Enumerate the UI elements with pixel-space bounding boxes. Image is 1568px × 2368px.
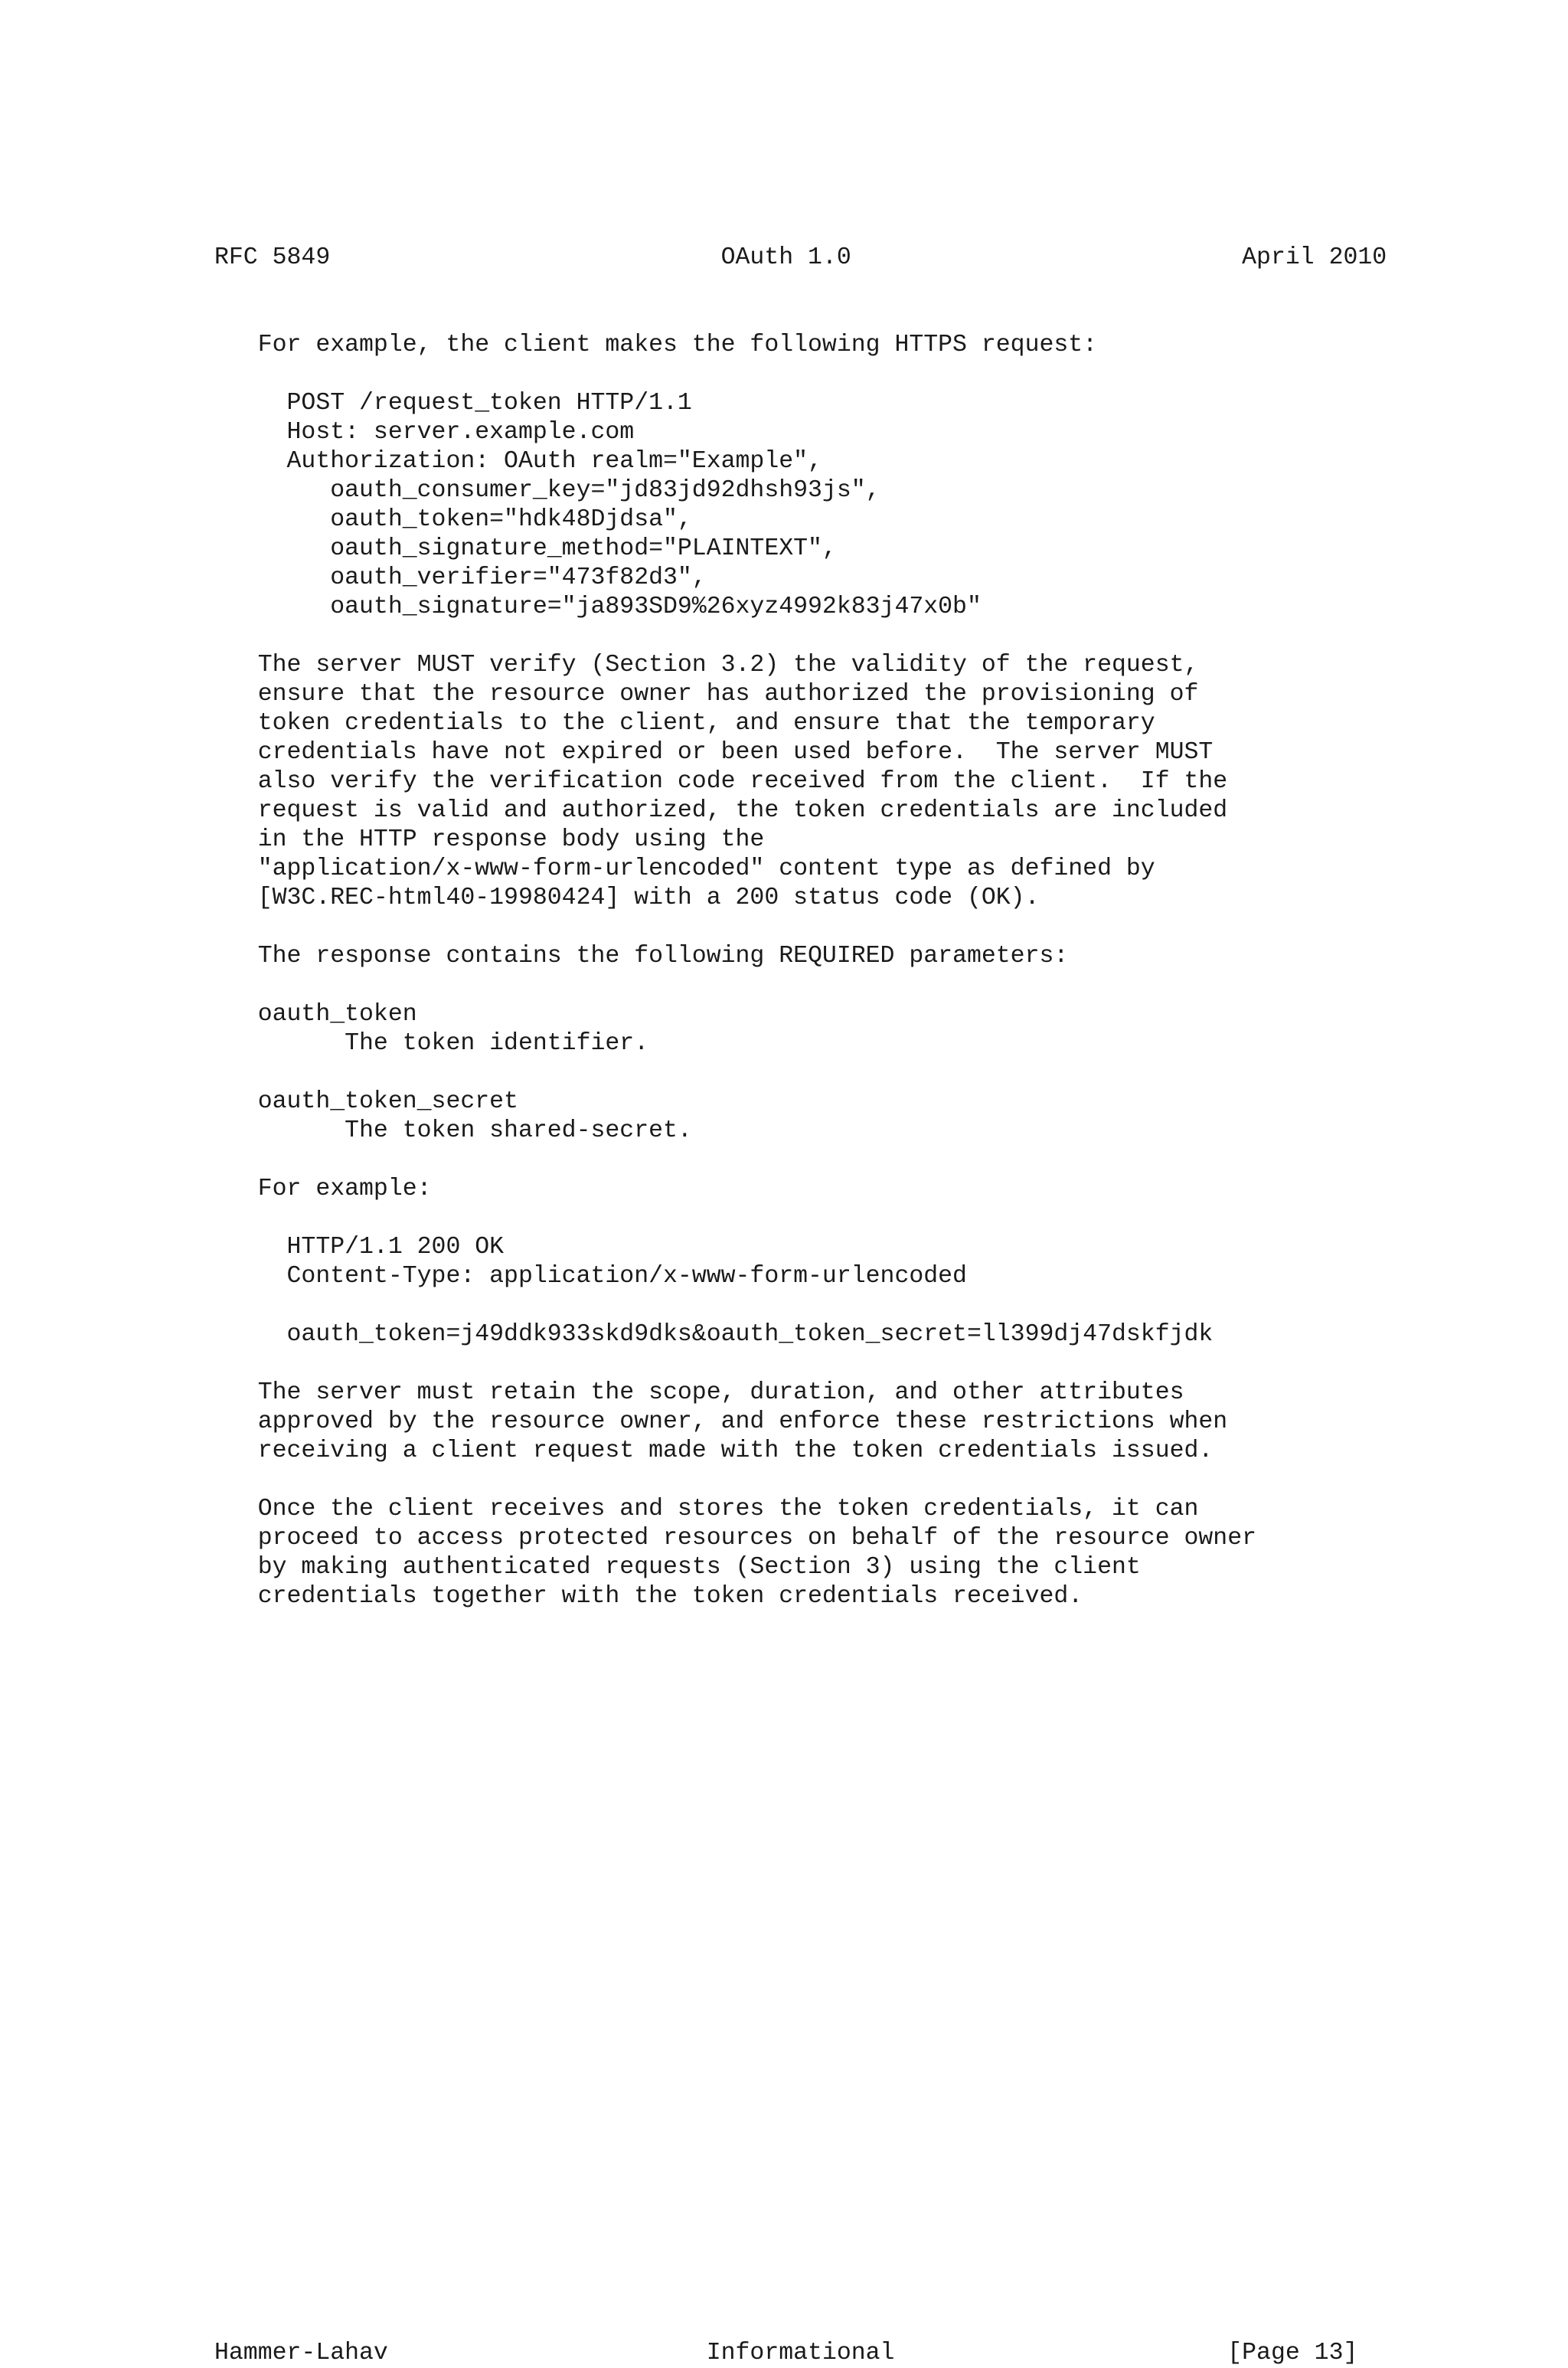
text-line: token credentials to the client, and ensure that the temporary <box>214 710 1155 737</box>
page-text <box>214 244 1387 2368</box>
text-line: oauth_token=j49ddk933skd9dks&oauth_token_secret=ll399dj47dskfjdk <box>214 1321 1214 1348</box>
body-text <box>214 331 1387 2339</box>
text-line: also verify the verification code received from the client. If the <box>214 768 1228 795</box>
text-line: Authorization: OAuth realm="Example", <box>214 448 822 475</box>
text-line: Content-Type: application/x-www-form-urlencoded <box>214 1263 967 1290</box>
footer-page-number: [Page 13] <box>1227 2340 1358 2366</box>
text-line: Once the client receives and stores the token credentials, it can <box>214 1496 1199 1523</box>
header-left: RFC 5849 <box>214 244 331 271</box>
text-line: HTTP/1.1 200 OK <box>214 1234 505 1261</box>
blank-line <box>214 1990 1387 2019</box>
text-line: oauth_signature_method="PLAINTEXT", <box>214 535 837 562</box>
blank-line <box>214 2106 1387 2135</box>
blank-line <box>214 1146 1387 1175</box>
blank-line <box>214 622 1387 651</box>
text-line: The token identifier. <box>214 1030 649 1057</box>
blank-line <box>214 2252 1387 2281</box>
text-line: oauth_token_secret <box>214 1088 518 1115</box>
text-line: oauth_verifier="473f82d3", <box>214 564 707 591</box>
blank-line <box>214 1757 1387 1786</box>
text-line: credentials together with the token credentials received. <box>214 1583 1083 1610</box>
blank-line <box>214 1058 1387 1088</box>
blank-line <box>214 1670 1387 1699</box>
text-line: in the HTTP response body using the <box>214 826 765 853</box>
header-gap-2 <box>851 244 1242 271</box>
footer-gap-2 <box>894 2340 1227 2366</box>
text-line: oauth_signature="ja893SD9%26xyz4992k83j47x0b" <box>214 594 982 620</box>
blank-line <box>214 1902 1387 1931</box>
blank-line <box>214 2048 1387 2077</box>
blank-line <box>214 273 1387 302</box>
header-right: April 2010 <box>1242 244 1387 271</box>
blank-line <box>214 302 1387 331</box>
text-line: ensure that the resource owner has authorized the provisioning of <box>214 681 1199 708</box>
blank-line <box>214 1844 1387 1873</box>
blank-line <box>214 1961 1387 1990</box>
footer-author: Hammer-Lahav <box>214 2340 388 2366</box>
page-header <box>214 244 1387 273</box>
text-line: For example: <box>214 1176 432 1202</box>
blank-line <box>214 360 1387 389</box>
blank-line <box>214 2019 1387 2048</box>
text-line: oauth_token <box>214 1001 417 1028</box>
page-footer <box>214 2339 1387 2368</box>
text-line: The response contains the following REQUIRED parameters: <box>214 943 1069 970</box>
text-line: For example, the client makes the following HTTPS request: <box>214 332 1098 358</box>
text-line: "application/x-www-form-urlencoded" content type as defined by <box>214 855 1155 882</box>
blank-line <box>214 1873 1387 1902</box>
text-line: oauth_token="hdk48Djdsa", <box>214 506 692 533</box>
text-line: oauth_consumer_key="jd83jd92dhsh93js", <box>214 477 880 504</box>
header-center: OAuth 1.0 <box>720 244 851 271</box>
header-gap-1 <box>330 244 720 271</box>
text-line: The server MUST verify (Section 3.2) the validity of the request, <box>214 652 1199 679</box>
blank-line <box>214 1728 1387 1757</box>
blank-line <box>214 1931 1387 1961</box>
blank-line <box>214 2310 1387 2339</box>
blank-line <box>214 2281 1387 2310</box>
blank-line <box>214 1699 1387 1728</box>
blank-line <box>214 1640 1387 1670</box>
text-line: The server must retain the scope, duration, and other attributes <box>214 1379 1184 1406</box>
blank-line <box>214 1466 1387 1495</box>
text-line: receiving a client request made with the token credentials issued. <box>214 1437 1214 1464</box>
text-line: by making authenticated requests (Section 3) using the client <box>214 1554 1141 1581</box>
blank-line <box>214 2077 1387 2106</box>
blank-line <box>214 2222 1387 2252</box>
text-line: approved by the resource owner, and enforce these restrictions when <box>214 1408 1228 1435</box>
blank-line <box>214 913 1387 942</box>
text-line: request is valid and authorized, the token credentials are included <box>214 797 1228 824</box>
blank-line <box>214 1349 1387 1379</box>
blank-line <box>214 1611 1387 1640</box>
blank-line <box>214 1815 1387 1844</box>
footer-gap-1 <box>388 2340 707 2366</box>
blank-line <box>214 971 1387 1000</box>
blank-line <box>214 2164 1387 2193</box>
text-line: The token shared-secret. <box>214 1117 692 1144</box>
text-line: proceed to access protected resources on behalf of the resource owner <box>214 1525 1257 1552</box>
text-line: [W3C.REC-html40-19980424] with a 200 status code (OK). <box>214 885 1040 911</box>
blank-line <box>214 2193 1387 2222</box>
blank-line <box>214 2135 1387 2164</box>
blank-line <box>214 1204 1387 1233</box>
blank-line <box>214 1786 1387 1815</box>
footer-status: Informational <box>706 2340 895 2366</box>
text-line: Host: server.example.com <box>214 419 635 446</box>
blank-line <box>214 1291 1387 1320</box>
text-line: credentials have not expired or been used before. The server MUST <box>214 739 1214 766</box>
text-line: POST /request_token HTTP/1.1 <box>214 390 692 417</box>
